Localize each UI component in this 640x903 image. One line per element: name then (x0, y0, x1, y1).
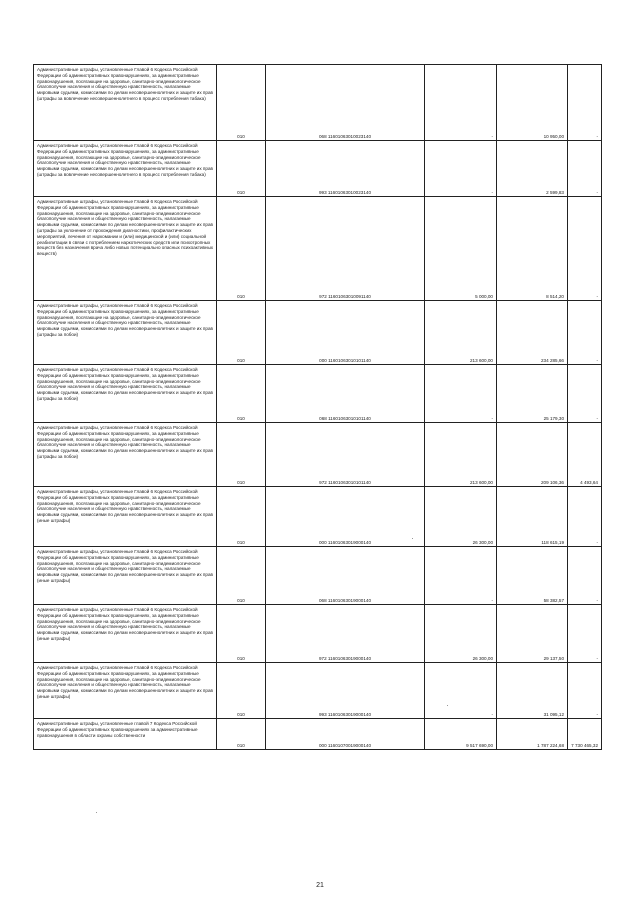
row-unexecuted-amount-cell: 7 730 465,32 (568, 719, 602, 750)
row-unexecuted-amount-cell: - (568, 365, 602, 423)
table-row (34, 365, 602, 423)
row-line-code-cell: 010 (217, 423, 266, 487)
row-approved-amount-cell: 213 600,00 (425, 301, 497, 365)
row-executed-amount-cell: 8 514,20 (497, 197, 568, 301)
table-row (34, 719, 602, 750)
row-name-cell: Административные штрафы, установленные Главой 6 Кодекса Российской Федерации об административных правонарушениях, за административные правонарушения, посягающие на здоровье, санитарно-эпидемиологическое благополучие населения и общественную нравственность, налагаемые мировыми судьями, комиссиями по делам несовершеннолетних и защите их прав (штрафы за побои) (34, 301, 217, 365)
row-line-code-cell: 010 (217, 365, 266, 423)
row-line-code-cell: 010 (217, 663, 266, 719)
row-executed-amount-cell: 209 106,36 (497, 423, 568, 487)
row-classification-code-cell: 000 11601063019000140 (266, 487, 425, 547)
table-row (34, 301, 602, 365)
row-classification-code-cell: 972 11601063010101140 (266, 423, 425, 487)
table-row (34, 141, 602, 197)
row-name-cell: Административные штрафы, установленные Главой 6 Кодекса Российской Федерации об административных правонарушениях, за административные правонарушения, посягающие на здоровье, санитарно-эпидемиологическое благополучие населения и общественную нравственность, налагаемые мировыми судьями, комиссиями по делам несовершеннолетних и защите их прав (иные штрафы) (34, 663, 217, 719)
row-executed-amount-cell: 10 950,00 (497, 65, 568, 141)
row-unexecuted-amount-cell: - (568, 301, 602, 365)
row-classification-code-cell: 000 11601063010101140 (266, 301, 425, 365)
row-line-code-cell: 010 (217, 605, 266, 663)
row-unexecuted-amount-cell: - (568, 197, 602, 301)
row-name-cell: Административные штрафы, установленные Главой 6 Кодекса Российской Федерации об административных правонарушениях, за административные правонарушения, посягающие на здоровье, санитарно-эпидемиологическое благополучие населения и общественную нравственность, налагаемые мировыми судьями, комиссиями по делам несовершеннолетних и защите их прав (иные штрафы) (34, 547, 217, 605)
row-unexecuted-amount-cell: - (568, 605, 602, 663)
page-number: 21 (316, 882, 324, 889)
table-row (34, 547, 602, 605)
row-line-code-cell: 010 (217, 141, 266, 197)
report-table-container (33, 64, 601, 750)
row-classification-code-cell: 972 11601063019000140 (266, 605, 425, 663)
row-unexecuted-amount-cell: - (568, 663, 602, 719)
row-classification-code-cell: 993 11601063019000140 (266, 663, 425, 719)
row-executed-amount-cell: 1 787 224,68 (497, 719, 568, 750)
row-approved-amount-cell: - (425, 547, 497, 605)
row-executed-amount-cell: 58 382,57 (497, 547, 568, 605)
table-row (34, 487, 602, 547)
scan-speck (96, 812, 97, 813)
row-line-code-cell: 010 (217, 65, 266, 141)
scan-speck (412, 538, 413, 539)
row-classification-code-cell: 068 11601063019000140 (266, 547, 425, 605)
row-unexecuted-amount-cell: - (568, 547, 602, 605)
row-classification-code-cell: 068 11601063010101140 (266, 365, 425, 423)
table-row (34, 663, 602, 719)
row-name-cell: Административные штрафы, установленные Главой 6 Кодекса Российской Федерации об административных правонарушениях, за административные правонарушения, посягающие на здоровье, санитарно-эпидемиологическое благополучие населения и общественную нравственность, налагаемые мировыми судьями, комиссиями по делам несовершеннолетних и защите их прав (штрафы за вовлечение несовершеннолетнего в процесс потребления табака) (34, 65, 217, 141)
row-executed-amount-cell: 234 285,66 (497, 301, 568, 365)
row-line-code-cell: 010 (217, 719, 266, 750)
row-name-cell: Административные штрафы, установленные Главой 6 Кодекса Российской Федерации об административных правонарушениях, за административные правонарушения, посягающие на здоровье, санитарно-эпидемиологическое благополучие населения и общественную нравственность, налагаемые мировыми судьями, комиссиями по делам несовершеннолетних и защите их прав (штрафы за уклонение от прохождения диагностики, профилактических мероприятий, лечения от наркомании и (или) медицинской и (или) социальной реабилитации в связи с потреблением наркотических средств или психотропных веществ без назначения врача либо новых потенциально опасных психоактивных веществ) (34, 197, 217, 301)
row-unexecuted-amount-cell: - (568, 65, 602, 141)
row-line-code-cell: 010 (217, 547, 266, 605)
row-line-code-cell: 010 (217, 197, 266, 301)
row-classification-code-cell: 972 11601063010091140 (266, 197, 425, 301)
row-executed-amount-cell: 25 179,30 (497, 365, 568, 423)
row-classification-code-cell: 000 11601070019000140 (266, 719, 425, 750)
scan-speck (447, 705, 448, 706)
row-approved-amount-cell: 213 600,00 (425, 423, 497, 487)
row-executed-amount-cell: 118 615,19 (497, 487, 568, 547)
table-row (34, 605, 602, 663)
row-executed-amount-cell: 31 095,12 (497, 663, 568, 719)
table-body (34, 65, 602, 750)
row-name-cell: Административные штрафы, установленные главой 7 Кодекса Российской Федерации об административных правонарушениях за административные правонарушения в области охраны собственности (34, 719, 217, 750)
row-name-cell: Административные штрафы, установленные Главой 6 Кодекса Российской Федерации об административных правонарушениях, за административные правонарушения, посягающие на здоровье, санитарно-эпидемиологическое благополучие населения и общественную нравственность, налагаемые мировыми судьями, комиссиями по делам несовершеннолетних и защите их прав (штрафы за побои) (34, 365, 217, 423)
row-approved-amount-cell: 9 517 690,00 (425, 719, 497, 750)
row-unexecuted-amount-cell: 4 493,64 (568, 423, 602, 487)
table-row (34, 423, 602, 487)
row-unexecuted-amount-cell: - (568, 141, 602, 197)
row-approved-amount-cell: 26 300,00 (425, 605, 497, 663)
row-approved-amount-cell: - (425, 65, 497, 141)
row-name-cell: Административные штрафы, установленные Главой 6 Кодекса Российской Федерации об административных правонарушениях, за административные правонарушения, посягающие на здоровье, санитарно-эпидемиологическое благополучие населения и общественную нравственность, налагаемые мировыми судьями, комиссиями по делам несовершеннолетних и защите их прав (штрафы за побои) (34, 423, 217, 487)
row-name-cell: Административные штрафы, установленные Главой 6 Кодекса Российской Федерации об административных правонарушениях, за административные правонарушения, посягающие на здоровье, санитарно-эпидемиологическое благополучие населения и общественную нравственность, налагаемые мировыми судьями, комиссиями по делам несовершеннолетних и защите их прав (иные штрафы) (34, 605, 217, 663)
row-approved-amount-cell: 26 300,00 (425, 487, 497, 547)
row-approved-amount-cell: - (425, 365, 497, 423)
row-executed-amount-cell: 29 137,50 (497, 605, 568, 663)
table-row (34, 65, 602, 141)
row-classification-code-cell: 068 11601063010023140 (266, 65, 425, 141)
row-name-cell: Административные штрафы, установленные Главой 6 Кодекса Российской Федерации об административных правонарушениях, за административные правонарушения, посягающие на здоровье, санитарно-эпидемиологическое благополучие населения и общественную нравственность, налагаемые мировыми судьями, комиссиями по делам несовершеннолетних и защите их прав (штрафы за вовлечение несовершеннолетнего в процесс потребления табака) (34, 141, 217, 197)
table-row (34, 197, 602, 301)
row-executed-amount-cell: 2 599,83 (497, 141, 568, 197)
row-approved-amount-cell: 5 000,00 (425, 197, 497, 301)
row-approved-amount-cell: - (425, 663, 497, 719)
row-line-code-cell: 010 (217, 301, 266, 365)
row-line-code-cell: 010 (217, 487, 266, 547)
row-classification-code-cell: 993 11601063010023140 (266, 141, 425, 197)
revenue-table (33, 64, 602, 750)
row-unexecuted-amount-cell: - (568, 487, 602, 547)
row-name-cell: Административные штрафы, установленные Главой 6 Кодекса Российской Федерации об административных правонарушениях, за административные правонарушения, посягающие на здоровье, санитарно-эпидемиологическое благополучие населения и общественную нравственность, налагаемые мировыми судьями, комиссиями по делам несовершеннолетних и защите их прав (иные штрафы) (34, 487, 217, 547)
row-approved-amount-cell: - (425, 141, 497, 197)
